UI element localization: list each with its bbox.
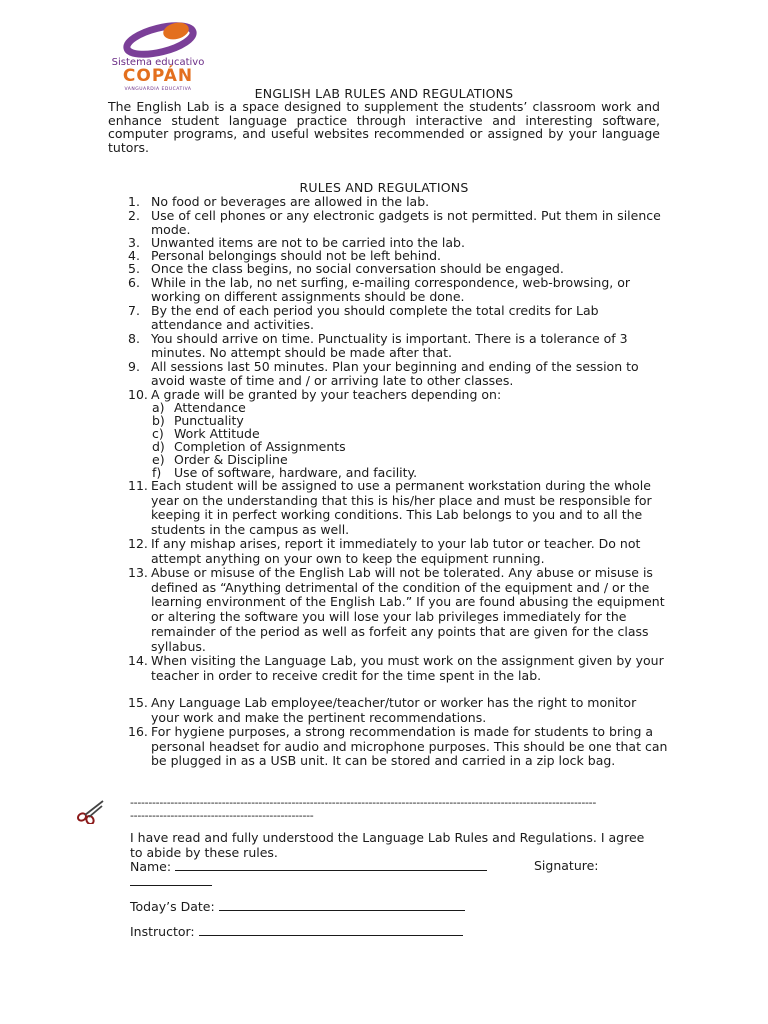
rule-number: 11. <box>128 478 148 493</box>
cut-line: ------------------------------------------------------------------------------------------------------------------------------- <box>130 796 596 809</box>
logo-line-2: COPÁN <box>122 66 194 86</box>
rule-item <box>128 696 668 725</box>
signature-field[interactable] <box>130 873 212 886</box>
rule-text: By the end of each period you should complete the total credits for Lab attendance and activities. <box>151 303 599 332</box>
rule-item <box>128 262 668 276</box>
rule-text: No food or beverages are allowed in the lab. <box>151 194 430 209</box>
rule-text: All sessions last 50 minutes. Plan your beginning and ending of the session to avoid waste of time and / or arriving late to other classes. <box>151 359 639 388</box>
instructor-field[interactable] <box>199 923 463 936</box>
rule-item <box>128 209 668 236</box>
cut-line: -------------------------------------------------- <box>130 809 314 822</box>
grading-letter: c) <box>152 426 164 441</box>
rule-number: 2. <box>128 208 140 223</box>
rule-number: 1. <box>128 194 140 209</box>
rule-number: 3. <box>128 235 140 250</box>
grading-letter: e) <box>152 452 165 467</box>
rules-heading: RULES AND REGULATIONS <box>299 180 469 195</box>
date-field[interactable] <box>219 898 465 911</box>
date-label: Today’s Date: <box>130 899 215 914</box>
rule-item <box>128 360 668 387</box>
rule-text: For hygiene purposes, a strong recommendation is made for students to bring a personal headset for audio and microphone purposes. This should be one that can be plugged in as a USB unit. It can be stored and carried in a zip lock bag. <box>151 724 668 769</box>
rule-item <box>128 479 668 538</box>
grading-text: Use of software, hardware, and facility. <box>174 465 418 480</box>
swoosh-logo-icon <box>116 20 200 58</box>
intro-paragraph: The English Lab is a space designed to supplement the students’ classroom work and enhance student language practice through interactive and interesting software, computer programs, and useful websites recommended or assigned by your language tutors. <box>108 99 660 155</box>
rule-item <box>128 304 668 331</box>
date-row <box>130 898 465 914</box>
rule-text: Once the class begins, no social conversation should be engaged. <box>151 261 564 276</box>
rule-text: Personal belongings should not be left behind. <box>151 248 442 263</box>
rule-number: 15. <box>128 695 148 710</box>
rule-number: 13. <box>128 565 148 580</box>
rule-number: 14. <box>128 653 148 668</box>
name-label: Name: <box>130 859 172 874</box>
grading-letter: b) <box>152 413 165 428</box>
signature-label: Signature: <box>534 858 599 873</box>
rule-text: Any Language Lab employee/teacher/tutor or worker has the right to monitor your work and make the pertinent recommendations. <box>151 695 637 725</box>
rule-item <box>128 276 668 303</box>
grading-text: Completion of Assignments <box>174 439 346 454</box>
rule-text: A grade will be granted by your teachers depending on: <box>151 387 502 402</box>
rule-text: Each student will be assigned to use a permanent workstation during the whole year on the understanding that this is his/her place and must be responsible for keeping it in perfect working conditions. This Lab belongs to you and to all the students in the campus as well. <box>151 478 652 538</box>
grading-text: Punctuality <box>174 413 244 428</box>
rule-text: While in the lab, no net surfing, e-mailing correspondence, web-browsing, or working on different assignments should be done. <box>151 275 631 304</box>
name-field[interactable] <box>175 858 487 871</box>
logo-line-1: Sistema educativo <box>111 57 205 68</box>
instructor-label: Instructor: <box>130 924 195 939</box>
name-row <box>130 858 487 874</box>
grading-text: Work Attitude <box>174 426 260 441</box>
rule-item <box>128 654 668 683</box>
scissors-icon <box>76 798 106 824</box>
school-logo <box>108 20 208 90</box>
grading-letter: f) <box>152 465 162 480</box>
rule-text: Unwanted items are not to be carried into the lab. <box>151 235 465 250</box>
agreement-statement: I have read and fully understood the Language Lab Rules and Regulations. I agree to abide by these rules. <box>130 830 645 860</box>
rule-item <box>128 195 668 209</box>
rule-number: 6. <box>128 275 140 290</box>
rule-text: You should arrive on time. Punctuality is important. There is a tolerance of 3 minutes. No attempt should be made after that. <box>151 331 628 360</box>
rule-number: 7. <box>128 303 140 318</box>
rule-item <box>128 537 668 566</box>
instructor-row <box>130 923 463 939</box>
rule-text: When visiting the Language Lab, you must work on the assignment given by your teacher in order to receive credit for the time spent in the lab. <box>151 653 664 683</box>
grading-letter: d) <box>152 439 165 454</box>
rule-number: 9. <box>128 359 140 374</box>
rule-number: 4. <box>128 248 140 263</box>
rule-number: 8. <box>128 331 140 346</box>
rule-item <box>128 332 668 359</box>
document-title: ENGLISH LAB RULES AND REGULATIONS <box>254 86 514 101</box>
rule-number: 12. <box>128 536 148 551</box>
rule-number: 16. <box>128 724 148 739</box>
rule-number: 10. <box>128 387 148 402</box>
rule-text: Use of cell phones or any electronic gadgets is not permitted. Put them in silence mode. <box>151 208 661 237</box>
rule-number: 5. <box>128 261 140 276</box>
rule-item <box>128 566 668 654</box>
rule-item <box>128 725 668 769</box>
grading-text: Order & Discipline <box>174 452 288 467</box>
signature-row <box>130 873 212 889</box>
grading-letter: a) <box>152 400 165 415</box>
logo-line-3: VANGUARDIA EDUCATIVA <box>124 87 192 92</box>
rule-text: If any mishap arises, report it immediately to your lab tutor or teacher. Do not attempt anything on your own to keep the equipment running. <box>151 536 641 566</box>
rule-text: Abuse or misuse of the English Lab will not be tolerated. Any abuse or misuse is defined as “Anything detrimental of the condition of the equipment and / or the learning environment of the English Lab.” If you are found abusing the equipment or altering the software you will lose your lab privileges immediately for the remainder of the period as well as forfeit any points that are given for the class syllabus. <box>151 565 665 654</box>
grading-text: Attendance <box>174 400 246 415</box>
